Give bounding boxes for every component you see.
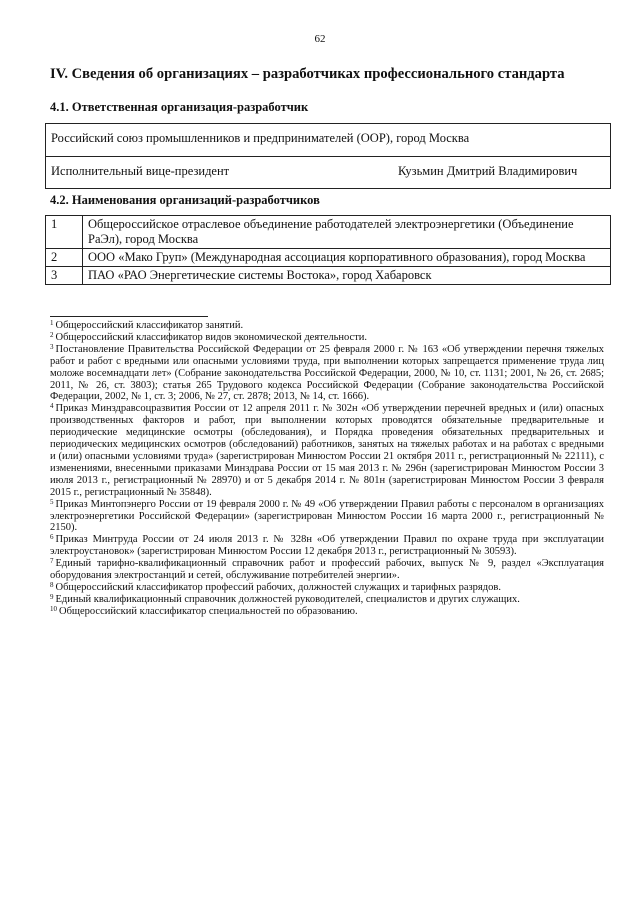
responsible-signer-row — [46, 156, 610, 188]
signer-name: Кузьмин Дмитрий Владимирович — [398, 164, 578, 178]
footnote-text: Приказ Минздравсоцразвития России от 12 апреля 2011 г. № 302н «Об утверждении перечней вредных и (или) опасных производственных факторов и работ, при выполнении которых проводятся обязательные предварительные и периодические медицинские осмотры (обследования), и Порядка проведения обязательных предварительных и периодических медицинских осмотров (обследований) работников, занятых на тяжелых работах и на работах с вредными и (или) опасными условиями труда» (зарегистрирован Минюстом России 21 октября 2011 г., регистрационный № 22111), с изменениями, внесенными приказами Минздрава России от 15 мая 2013 г. № 296н (зарегистрирован Минюстом России 3 июля 2013 г., регистрационный № 28970) и от 5 декабря 2014 г. № 801н (зарегистрирован Минюстом России 3 февраля 2015 г., регистрационный № 35848). — [50, 403, 604, 498]
responsible-org-name-row — [46, 124, 610, 156]
footnote — [50, 499, 604, 535]
footnote — [50, 558, 604, 582]
footnote-text: Единый квалификационный справочник должностей руководителей, специалистов и других служащих. — [55, 593, 520, 605]
responsible-org-heading: 4.1. Ответственная организация-разработчик — [50, 100, 309, 114]
footnote — [50, 344, 604, 404]
footnote — [50, 320, 604, 332]
footnote-mark: 2 — [50, 330, 54, 339]
footnote — [50, 332, 604, 344]
page-number: 62 — [314, 33, 326, 45]
table-row — [46, 216, 611, 249]
footnote-mark: 9 — [50, 592, 54, 601]
footnote-divider — [50, 316, 208, 317]
org-name: Общероссийское отраслевое объединение работодателей электроэнергетики (Объединение РаЭл), город Москва — [83, 216, 611, 249]
developer-orgs-table — [45, 215, 611, 285]
footnote — [50, 582, 604, 594]
footnote — [50, 594, 604, 606]
footnote-text: Общероссийский классификатор видов экономической деятельности. — [55, 331, 368, 343]
developer-orgs-heading: 4.2. Наименования организаций-разработчиков — [50, 193, 320, 207]
footnote-mark: 3 — [50, 342, 54, 351]
footnote — [50, 534, 604, 558]
footnotes — [50, 320, 604, 618]
org-name: ООО «Мако Груп» (Международная ассоциация корпоративного образования), город Москва — [83, 249, 611, 267]
footnote-mark: 1 — [50, 319, 54, 327]
row-number: 3 — [46, 267, 83, 285]
section-title: IV. Сведения об организациях – разработчиках профессионального стандарта — [50, 66, 565, 82]
responsible-org-name: Российский союз промышленников и предпринимателей (ООР), город Москва — [51, 131, 470, 145]
footnote-mark: 8 — [50, 580, 54, 589]
row-number: 2 — [46, 249, 83, 267]
table-row — [46, 267, 611, 285]
table-row — [46, 249, 611, 267]
footnote-mark: 10 — [50, 604, 57, 613]
footnote-mark: 4 — [50, 402, 54, 411]
org-name: ПАО «РАО Энергетические системы Востока», город Хабаровск — [83, 267, 611, 285]
footnote-mark: 5 — [50, 497, 54, 506]
footnote-text: Приказ Минтопэнерго России от 19 февраля 2000 г. № 49 «Об утверждении Правил работы с персоналом в организациях электроэнергетики Российской Федерации» (зарегистрирован Минюстом России 16 марта 2000 г., регистрационный № 2150). — [50, 498, 604, 534]
footnote — [50, 403, 604, 498]
footnote-mark: 6 — [50, 533, 54, 542]
footnote-text: Общероссийский классификатор специальностей по образованию. — [59, 605, 358, 617]
footnote-text: Приказ Минтруда России от 24 июля 2013 г. № 328н «Об утверждении Правил по охране труда при эксплуатации электроустановок» (зарегистрирован Минюстом России 12 декабря 2013 г., регистрационный № 30593). — [50, 534, 604, 558]
signer-position: Исполнительный вице-президент — [51, 164, 230, 178]
row-number: 1 — [46, 216, 83, 249]
responsible-org-box — [45, 123, 611, 189]
footnote-mark: 7 — [50, 557, 54, 566]
footnote-text: Единый тарифно-квалификационный справочник работ и профессий рабочих, выпуск № 9, раздел «Эксплуатация оборудования электростанций и сетей, обслуживание потребителей энергии». — [50, 558, 604, 582]
footnote — [50, 606, 604, 618]
footnote-text: Постановление Правительства Российской Федерации от 25 февраля 2000 г. № 163 «Об утверждении перечня тяжелых работ и работ с вредными или опасными условиями труда, при выполнении которых запрещается применение труда лиц моложе восемнадцати лет» (Собрание законодательства Российской Федерации, 2000, № 10, ст. 1131; 2001, № 26, ст. 2685; 2011, № 26, ст. 3803); статья 265 Трудового кодекса Российской Федерации (Собрание законодательства Российской Федерации, 2002, № 1, ст. 3; 2006, № 27, ст. 2878; 2013, № 14, ст. 1666). — [50, 343, 604, 403]
footnote-text: Общероссийский классификатор занятий. — [55, 320, 244, 331]
footnote-text: Общероссийский классификатор профессий рабочих, должностей служащих и тарифных разрядов. — [55, 581, 501, 593]
